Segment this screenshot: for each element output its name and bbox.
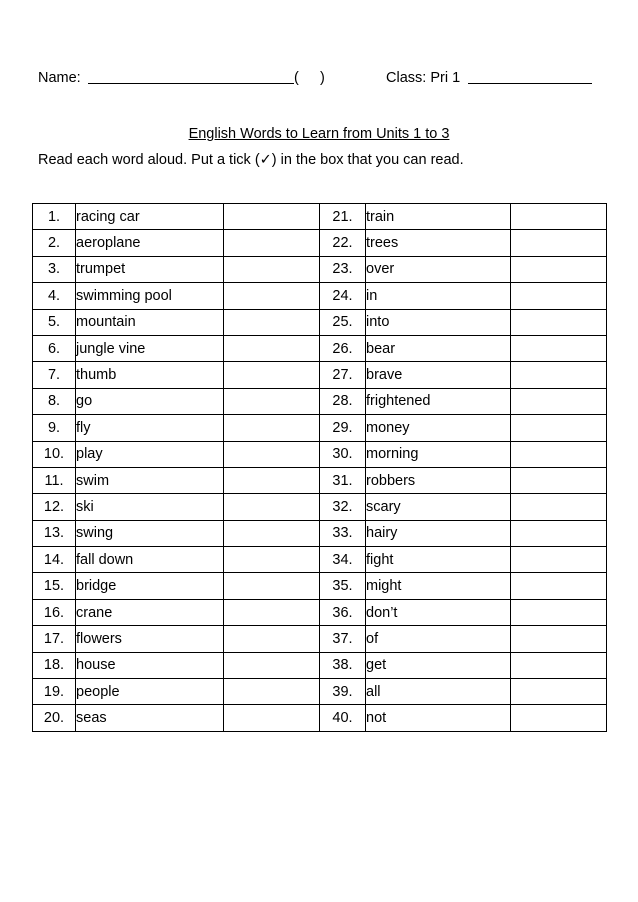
row-number-right: 26. (320, 335, 366, 361)
tick-box-left[interactable] (224, 520, 320, 546)
table-row (33, 547, 607, 573)
table-row (33, 230, 607, 256)
tick-box-right[interactable] (511, 652, 607, 678)
word-right: trees (366, 230, 511, 256)
table-row (33, 599, 607, 625)
row-number-right: 28. (320, 388, 366, 414)
word-left: swim (76, 467, 224, 493)
row-number-right: 23. (320, 256, 366, 282)
row-number-left: 13. (33, 520, 76, 546)
row-number-right: 32. (320, 494, 366, 520)
tick-box-right[interactable] (511, 573, 607, 599)
word-right: might (366, 573, 511, 599)
row-number-left: 10. (33, 441, 76, 467)
tick-box-left[interactable] (224, 679, 320, 705)
word-left: play (76, 441, 224, 467)
word-right: train (366, 204, 511, 230)
row-number-left: 8. (33, 388, 76, 414)
row-number-left: 19. (33, 679, 76, 705)
table-row (33, 256, 607, 282)
tick-box-right[interactable] (511, 335, 607, 361)
row-number-right: 39. (320, 679, 366, 705)
word-right: frightened (366, 388, 511, 414)
tick-box-left[interactable] (224, 309, 320, 335)
word-table (32, 203, 607, 732)
word-right: hairy (366, 520, 511, 546)
tick-box-left[interactable] (224, 652, 320, 678)
row-number-right: 22. (320, 230, 366, 256)
tick-box-left[interactable] (224, 388, 320, 414)
word-right: don’t (366, 599, 511, 625)
row-number-right: 27. (320, 362, 366, 388)
tick-box-right[interactable] (511, 204, 607, 230)
word-left: people (76, 679, 224, 705)
row-number-right: 21. (320, 204, 366, 230)
word-right: get (366, 652, 511, 678)
row-number-left: 16. (33, 599, 76, 625)
word-right: not (366, 705, 511, 731)
table-row (33, 467, 607, 493)
tick-box-right[interactable] (511, 230, 607, 256)
table-row (33, 652, 607, 678)
table-row (33, 520, 607, 546)
row-number-left: 5. (33, 309, 76, 335)
tick-box-right[interactable] (511, 467, 607, 493)
row-number-right: 33. (320, 520, 366, 546)
word-right: morning (366, 441, 511, 467)
table-row (33, 204, 607, 230)
index-paren-open: ( (294, 70, 299, 86)
row-number-left: 12. (33, 494, 76, 520)
word-left: bridge (76, 573, 224, 599)
instruction-text: Read each word aloud. Put a tick (✓) in the box that you can read. (38, 152, 464, 168)
word-right: robbers (366, 467, 511, 493)
tick-box-right[interactable] (511, 441, 607, 467)
row-number-left: 18. (33, 652, 76, 678)
table-row (33, 283, 607, 309)
row-number-right: 35. (320, 573, 366, 599)
word-left: swing (76, 520, 224, 546)
row-number-left: 17. (33, 626, 76, 652)
word-left: mountain (76, 309, 224, 335)
tick-box-right[interactable] (511, 388, 607, 414)
tick-box-right[interactable] (511, 679, 607, 705)
word-right: scary (366, 494, 511, 520)
word-right: into (366, 309, 511, 335)
row-number-left: 2. (33, 230, 76, 256)
word-left: seas (76, 705, 224, 731)
tick-box-left[interactable] (224, 705, 320, 731)
word-right: all (366, 679, 511, 705)
tick-box-left[interactable] (224, 494, 320, 520)
tick-box-left[interactable] (224, 230, 320, 256)
word-right: money (366, 415, 511, 441)
row-number-left: 15. (33, 573, 76, 599)
row-number-right: 24. (320, 283, 366, 309)
word-left: flowers (76, 626, 224, 652)
tick-box-right[interactable] (511, 362, 607, 388)
row-number-right: 36. (320, 599, 366, 625)
header-line (38, 70, 598, 90)
word-left: thumb (76, 362, 224, 388)
table-row (33, 679, 607, 705)
tick-box-left[interactable] (224, 283, 320, 309)
row-number-left: 9. (33, 415, 76, 441)
row-number-right: 30. (320, 441, 366, 467)
row-number-left: 1. (33, 204, 76, 230)
tick-box-left[interactable] (224, 467, 320, 493)
word-left: trumpet (76, 256, 224, 282)
row-number-left: 4. (33, 283, 76, 309)
row-number-left: 11. (33, 467, 76, 493)
word-left: fall down (76, 547, 224, 573)
table-row (33, 494, 607, 520)
word-rows (33, 204, 607, 732)
class-label: Class: Pri 1 (386, 70, 461, 86)
name-blank[interactable] (88, 70, 294, 84)
word-left: swimming pool (76, 283, 224, 309)
tick-box-right[interactable] (511, 520, 607, 546)
worksheet-title: English Words to Learn from Units 1 to 3 (188, 126, 450, 142)
row-number-right: 31. (320, 467, 366, 493)
tick-box-right[interactable] (511, 309, 607, 335)
word-left: ski (76, 494, 224, 520)
tick-box-left[interactable] (224, 415, 320, 441)
word-left: house (76, 652, 224, 678)
row-number-left: 14. (33, 547, 76, 573)
word-right: brave (366, 362, 511, 388)
table-row (33, 626, 607, 652)
word-left: fly (76, 415, 224, 441)
row-number-left: 3. (33, 256, 76, 282)
tick-box-right[interactable] (511, 547, 607, 573)
table-row (33, 309, 607, 335)
word-right: in (366, 283, 511, 309)
row-number-left: 7. (33, 362, 76, 388)
tick-box-left[interactable] (224, 335, 320, 361)
table-row (33, 415, 607, 441)
row-number-right: 40. (320, 705, 366, 731)
table-row (33, 441, 607, 467)
word-right: of (366, 626, 511, 652)
table-row (33, 362, 607, 388)
row-number-right: 34. (320, 547, 366, 573)
table-row (33, 573, 607, 599)
tick-box-left[interactable] (224, 362, 320, 388)
tick-box-right[interactable] (511, 626, 607, 652)
word-right: over (366, 256, 511, 282)
class-blank[interactable] (468, 70, 592, 84)
tick-box-left[interactable] (224, 626, 320, 652)
tick-box-right[interactable] (511, 599, 607, 625)
table-row (33, 335, 607, 361)
row-number-left: 6. (33, 335, 76, 361)
tick-box-left[interactable] (224, 573, 320, 599)
word-right: bear (366, 335, 511, 361)
table-row (33, 705, 607, 731)
word-left: jungle vine (76, 335, 224, 361)
tick-box-left[interactable] (224, 204, 320, 230)
word-left: crane (76, 599, 224, 625)
tick-box-left[interactable] (224, 599, 320, 625)
tick-box-left[interactable] (224, 256, 320, 282)
index-paren-close: ) (320, 70, 325, 86)
row-number-right: 38. (320, 652, 366, 678)
tick-box-right[interactable] (511, 415, 607, 441)
word-left: aeroplane (76, 230, 224, 256)
row-number-right: 29. (320, 415, 366, 441)
tick-box-left[interactable] (224, 441, 320, 467)
word-right: fight (366, 547, 511, 573)
row-number-right: 25. (320, 309, 366, 335)
tick-box-right[interactable] (511, 494, 607, 520)
row-number-left: 20. (33, 705, 76, 731)
tick-box-right[interactable] (511, 705, 607, 731)
word-left: racing car (76, 204, 224, 230)
word-left: go (76, 388, 224, 414)
table-row (33, 388, 607, 414)
row-number-right: 37. (320, 626, 366, 652)
tick-box-right[interactable] (511, 256, 607, 282)
tick-box-left[interactable] (224, 547, 320, 573)
tick-box-right[interactable] (511, 283, 607, 309)
name-label: Name: (38, 70, 81, 86)
